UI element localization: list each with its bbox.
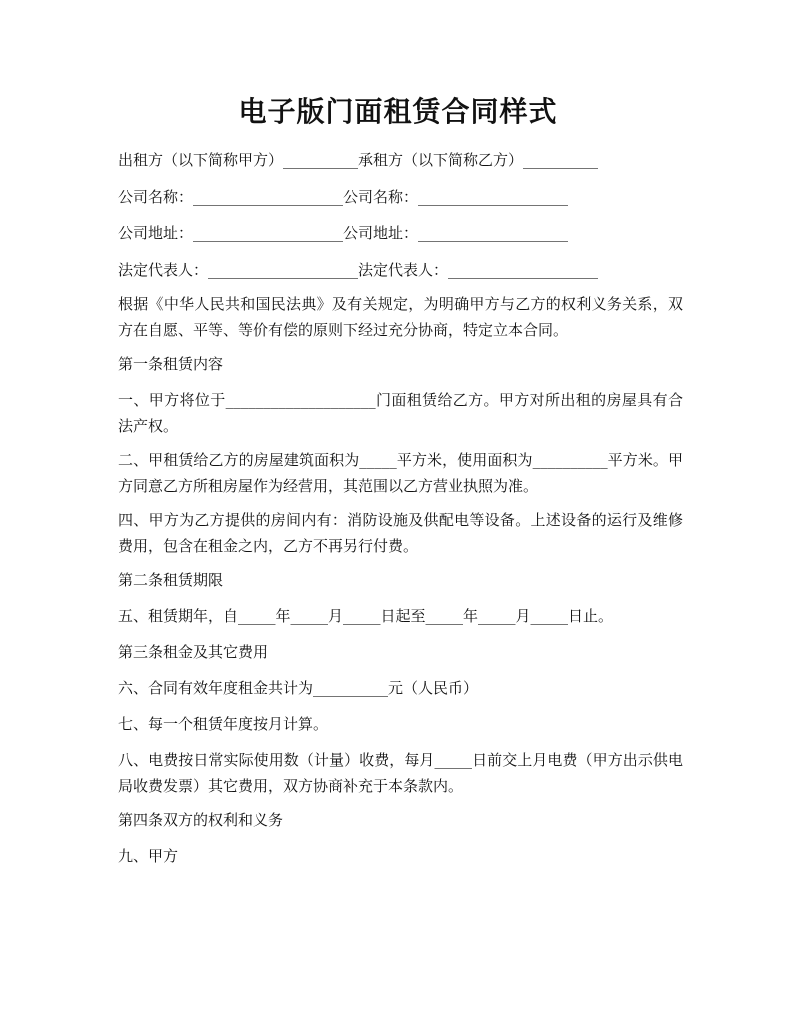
clause-4: 四、甲方为乙方提供的房间内有：消防设施及供配电等设备。上述设备的运行及维修费用，包含在租金之内，乙方不再另行付费。 xyxy=(118,511,683,555)
section-heading-3: 第三条租金及其它费用 xyxy=(118,643,269,661)
legal-representative-line: 法定代表人：____________________法定代表人：____________________ xyxy=(118,261,599,279)
clause-9: 九、甲方 xyxy=(118,847,179,865)
section-heading-2: 第二条租赁期限 xyxy=(118,571,224,589)
section-heading-4: 第四条双方的权利和义务 xyxy=(118,811,284,829)
document-title: 电子版门面租赁合同样式 xyxy=(238,95,558,128)
clause-6: 六、合同有效年度租金共计为__________元（人民币） xyxy=(118,679,479,697)
clause-2: 二、甲租赁给乙方的房屋建筑面积为_____平方米，使用面积为__________平方米。甲方同意乙方所租房屋作为经营用，其范围以乙方营业执照为准。 xyxy=(118,451,683,495)
clause-1: 一、甲方将位于____________________门面租赁给乙方。甲方对所出租的房屋具有合法产权。 xyxy=(118,391,683,435)
lessor-lessee-line: 出租方（以下简称甲方）__________承租方（以下简称乙方）__________ xyxy=(118,151,599,169)
clause-7: 七、每一个租赁年度按月计算。 xyxy=(118,715,329,733)
clause-5: 五、租赁期年，自_____年_____月_____日起至_____年_____月_____日止。 xyxy=(118,607,614,625)
section-heading-1: 第一条租赁内容 xyxy=(118,355,224,373)
company-name-line: 公司名称：____________________公司名称：____________________ xyxy=(118,188,569,206)
clause-8: 八、电费按日常实际使用数（计量）收费，每月_____日前交上月电费（甲方出示供电局收费发票）其它费用，双方协商补充于本条款内。 xyxy=(118,751,683,795)
company-address-line: 公司地址：____________________公司地址：____________________ xyxy=(118,224,569,242)
intro-paragraph: 根据《中华人民共和国民法典》及有关规定，为明确甲方与乙方的权利义务关系，双方在自愿、平等、等价有偿的原则下经过充分协商，特定立本合同。 xyxy=(118,295,683,339)
